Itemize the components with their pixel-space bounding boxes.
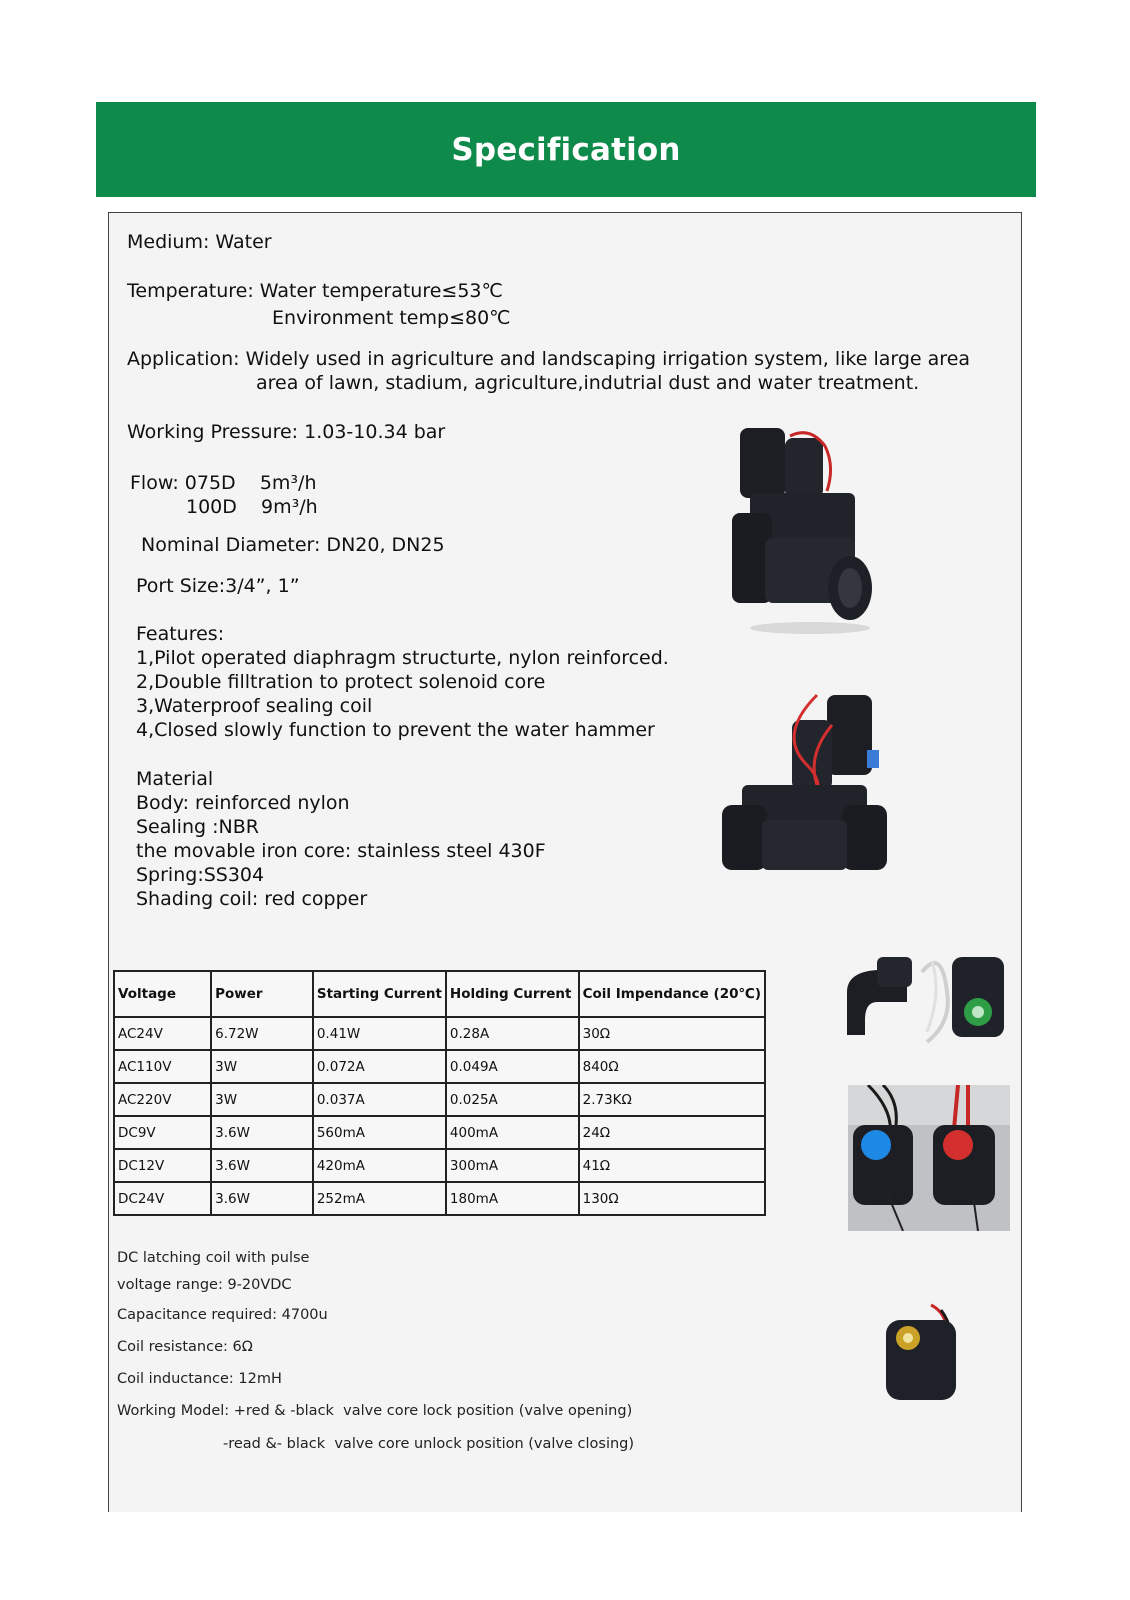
- table-cell: DC9V: [114, 1116, 211, 1149]
- temperature-text: Temperature: Water temperature≤53℃: [127, 280, 503, 302]
- table-cell: AC24V: [114, 1017, 211, 1050]
- table-cell: 6.72W: [211, 1017, 313, 1050]
- table-row: [114, 1182, 765, 1215]
- table-cell: 0.41W: [313, 1017, 446, 1050]
- column-header-holding-current: Holding Current: [446, 971, 579, 1017]
- table-cell: 3W: [211, 1083, 313, 1116]
- feature-item: 3,Waterproof sealing coil: [136, 695, 373, 717]
- table-row: [114, 1149, 765, 1182]
- table-cell: 130Ω: [579, 1182, 765, 1215]
- latching-coil-image: [876, 1300, 971, 1410]
- features-title: Features:: [136, 623, 225, 645]
- table-row: [114, 1017, 765, 1050]
- table-cell: 41Ω: [579, 1149, 765, 1182]
- table-row: [114, 1083, 765, 1116]
- port-size-text: Port Size:3/4”, 1”: [136, 575, 300, 597]
- column-header-starting-current: Starting Current: [313, 971, 446, 1017]
- latching-note: -read &- black valve core unlock position (valve closing): [223, 1436, 635, 1452]
- column-header-voltage: Voltage: [114, 971, 211, 1017]
- table-row: [114, 1116, 765, 1149]
- application-text-cont: area of lawn, stadium, agriculture,indutrial dust and water treatment.: [256, 372, 920, 394]
- table-cell: 0.049A: [446, 1050, 579, 1083]
- table-cell: 180mA: [446, 1182, 579, 1215]
- feature-item: 1,Pilot operated diaphragm structurte, nylon reinforced.: [136, 647, 669, 669]
- table-cell: 420mA: [313, 1149, 446, 1182]
- table-cell: 3.6W: [211, 1116, 313, 1149]
- table-row: [114, 1050, 765, 1083]
- material-item: Shading coil: red copper: [136, 888, 368, 910]
- table-cell: 24Ω: [579, 1116, 765, 1149]
- table-cell: 840Ω: [579, 1050, 765, 1083]
- material-item: Spring:SS304: [136, 864, 265, 886]
- table-cell: 400mA: [446, 1116, 579, 1149]
- table-cell: 3.6W: [211, 1149, 313, 1182]
- table-cell: 0.28A: [446, 1017, 579, 1050]
- material-item: Body: reinforced nylon: [136, 792, 350, 814]
- coil-parts-image: [837, 952, 1007, 1052]
- latching-note: Coil inductance: 12mH: [117, 1371, 282, 1387]
- column-header-power: Power: [211, 971, 313, 1017]
- latching-note: Capacitance required: 4700u: [117, 1307, 328, 1323]
- table-cell: 0.037A: [313, 1083, 446, 1116]
- table-cell: 252mA: [313, 1182, 446, 1215]
- table-cell: 2.73KΩ: [579, 1083, 765, 1116]
- table-cell: 300mA: [446, 1149, 579, 1182]
- table-cell: 0.072A: [313, 1050, 446, 1083]
- flow-text: Flow: 075D 5m³/h: [130, 472, 317, 494]
- column-header-coil-impedance: Coil Impendance (20℃): [579, 971, 765, 1017]
- spec-header: [96, 102, 1036, 197]
- feature-item: 2,Double filltration to protect solenoid core: [136, 671, 546, 693]
- material-title: Material: [136, 768, 214, 790]
- coil-spec-table: [113, 970, 766, 1216]
- medium-text: Medium: Water: [127, 231, 272, 253]
- nominal-diameter-text: Nominal Diameter: DN20, DN25: [141, 534, 445, 556]
- latching-note: voltage range: 9-20VDC: [117, 1277, 292, 1293]
- table-cell: DC12V: [114, 1149, 211, 1182]
- latching-note: Coil resistance: 6Ω: [117, 1339, 253, 1355]
- table-cell: 560mA: [313, 1116, 446, 1149]
- table-cell: DC24V: [114, 1182, 211, 1215]
- flow-text-cont: 100D 9m³/h: [186, 496, 318, 518]
- table-cell: 3W: [211, 1050, 313, 1083]
- table-cell: AC110V: [114, 1050, 211, 1083]
- dc-latching-coils-photo: [848, 1085, 1010, 1231]
- table-header-row: [114, 971, 765, 1017]
- solenoid-valve-image: [730, 428, 890, 638]
- table-cell: 30Ω: [579, 1017, 765, 1050]
- table-cell: 3.6W: [211, 1182, 313, 1215]
- page-title: Specification: [451, 131, 681, 168]
- temperature-env-text: Environment temp≤80℃: [272, 307, 511, 329]
- solenoid-valve-red-wire-image: [722, 690, 892, 880]
- feature-item: 4,Closed slowly function to prevent the water hammer: [136, 719, 655, 741]
- latching-note: DC latching coil with pulse: [117, 1250, 310, 1266]
- material-item: Sealing :NBR: [136, 816, 259, 838]
- latching-note: Working Model: +red & -black valve core lock position (valve opening): [117, 1403, 633, 1419]
- material-item: the movable iron core: stainless steel 430F: [136, 840, 546, 862]
- table-cell: AC220V: [114, 1083, 211, 1116]
- table-cell: 0.025A: [446, 1083, 579, 1116]
- application-text: Application: Widely used in agriculture and landscaping irrigation system, like large area: [127, 348, 971, 370]
- working-pressure-text: Working Pressure: 1.03-10.34 bar: [127, 421, 446, 443]
